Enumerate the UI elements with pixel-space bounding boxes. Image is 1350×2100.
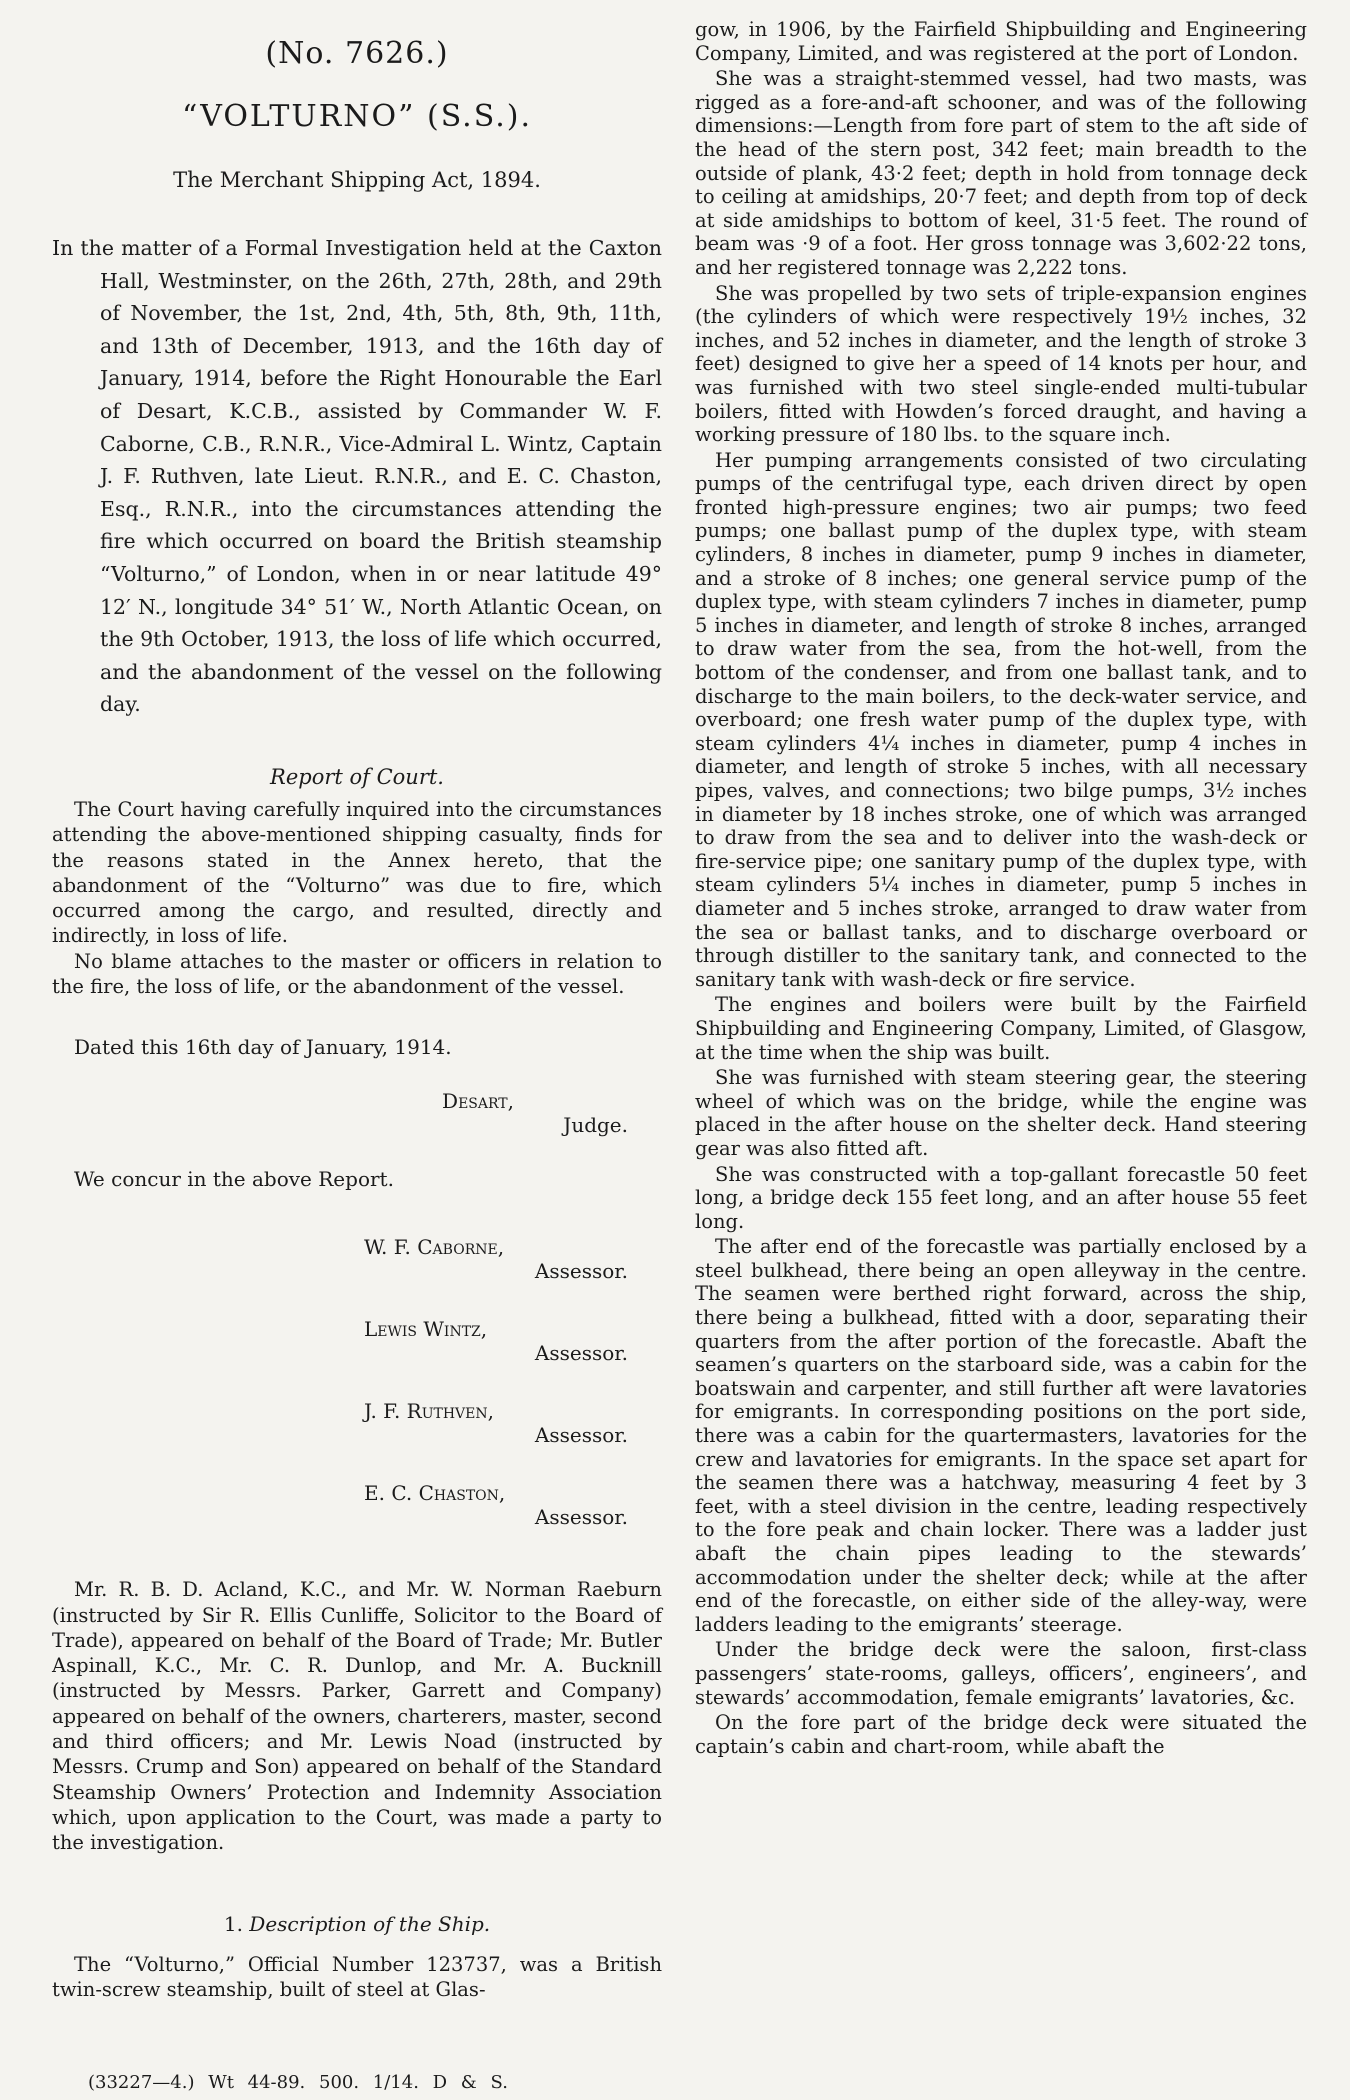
assessor-name: E. C. Chaston, xyxy=(364,1481,506,1506)
report-paragraph: The Court having carefully inquired into the circumstances attending the above-mentioned shipping casualty, finds for the reasons stated in the Annex hereto, that the abandonment of the “Volturno” was due to fire, which occurred among the cargo, and resulted, directly and indirectly, in loss of life. xyxy=(52,797,662,948)
right-paragraph: Her pumping arrangements consisted of two circulating pumps of the centrifugal type, each driven direct by open fronted high-pressure engines; two air pumps; two feed pumps; one ballast pump of the duplex type, with steam cylinders, 8 inches in diameter, pump 9 inches in diameter, and a stroke of 8 inches; one general service pump of the duplex type, with steam cylinders 7 inches in diameter, pump 5 inches in diameter, and length of stroke 8 inches, arranged to draw water from the sea, from the hot-well, from the bottom of the condenser, and from one ballast tank, and to discharge to the main boilers, to the deck-water service, and overboard; one fresh water pump of the duplex type, with steam cylinders 4¼ inches in diameter, pump 4 inches in diameter, and length of stroke 5 inches, with all necessary pipes, valves, and connections; two bilge pumps, 3½ inches in diameter by 18 inches stroke, one of which was arranged to draw from the sea and to deliver into the wash-deck or fire-service pipe; one sanitary pump of the duplex type, with steam cylinders 5¼ inches in diameter, pump 5 inches in diameter and 5 inches stroke, arranged to draw water from the sea or ballast tanks, and to discharge overboard or through distiller to the sanitary tank, and connected to the sanitary tank with wash-deck or fire service. xyxy=(695,448,1307,991)
judge-name: Desart, xyxy=(442,1089,514,1114)
right-paragraph: She was constructed with a top-gallant forecastle 50 feet long, a bridge deck 155 feet long, and an after house 55 feet long. xyxy=(695,1162,1307,1233)
concur-line: We concur in the above Report. xyxy=(74,1167,394,1192)
right-paragraph: She was a straight-stemmed vessel, had two masts, was rigged as a fore-and-aft schooner, and was of the following dimensions:—Length from fore part of stem to the aft side of the head of the stern post, 342 feet; main breadth to the outside of plank, 43·2 feet; depth in hold from tonnage deck to ceiling at amidships, 20·7 feet; and depth from top of deck at side amidships to bottom of keel, 31·5 feet. The round of beam was ·9 of a foot. Her gross tonnage was 3,602·22 tons, and her registered tonnage was 2,222 tons. xyxy=(695,67,1307,279)
report-heading: Report of Court. xyxy=(270,764,444,789)
section-heading xyxy=(52,1912,662,1936)
assessor-signature xyxy=(52,1317,662,1365)
assessor-role: Assessor. xyxy=(534,1259,628,1284)
left-column xyxy=(52,32,662,2002)
right-paragraph: Under the bridge deck were the saloon, first-class passengers’ state-rooms, galleys, officers’, engineers’, and stewards’ accommodation, female emigrants’ lavatories, &c. xyxy=(695,1638,1307,1709)
act-title: The Merchant Shipping Act, 1894. xyxy=(173,168,541,192)
right-paragraph: The engines and boilers were built by the Fairfield Shipbuilding and Engineering Company, Limited, of Glasgow, at the time when the ship was built. xyxy=(695,993,1307,1064)
assessor-name: J. F. Ruthven, xyxy=(364,1399,494,1424)
assessor-role: Assessor. xyxy=(534,1423,628,1448)
report-paragraph: No blame attaches to the master or officers in relation to the fire, the loss of life, or the abandonment of the vessel. xyxy=(52,949,662,998)
right-paragraph: On the fore part of the bridge deck were situated the captain’s cabin and chart-room, while abaft the xyxy=(695,1711,1307,1758)
ship-title: “VOLTURNO” (S.S.). xyxy=(182,99,532,134)
section-number: 1. xyxy=(223,1911,243,1936)
appearances-paragraph: Mr. R. B. D. Acland, K.C., and Mr. W. Norman Raeburn (instructed by Sir R. Ellis Cunliffe, Solicitor to the Board of Trade), appeared on behalf of the Board of Trade; Mr. Butler Aspinall, K.C., Mr. C. R. Dunlop, and Mr. A. Bucknill (instructed by Messrs. Parker, Garrett and Company) appeared on behalf of the owners, charterers, master, second and third officers; and Mr. Lewis Noad (instructed by Messrs. Crump and Son) appeared on behalf of the Standard Steamship Owners’ Protection and Indemnity Association which, upon application to the Court, was made a party to the investigation. xyxy=(52,1578,662,1855)
assessor-signature xyxy=(52,1235,662,1283)
assessor-role: Assessor. xyxy=(534,1341,628,1366)
right-paragraph: She was furnished with steam steering gear, the steering wheel of which was on the bridge, while the engine was placed in the after house on the shelter deck. Hand steering gear was also fitted aft. xyxy=(695,1066,1307,1160)
assessor-name: W. F. Caborne, xyxy=(364,1235,505,1260)
matter-paragraph: In the matter of a Formal Investigation held at the Caxton Hall, Westminster, on the 26th, 27th, 28th, and 29th of November, the 1st, 2nd, 4th, 5th, 8th, 9th, 11th, and 13th of December, 1913, and the 16th day of January, 1914, before the Right Honourable the Earl of Desart, K.C.B., assisted by Commander W. F. Caborne, C.B., R.N.R., Vice-Admiral L. Wintz, Captain J. F. Ruthven, late Lieut. R.N.R., and E. C. Chaston, Esq., R.N.R., into the circumstances attending the fire which occurred on board the British steamship “Volturno,” of London, when in or near latitude 49° 12′ N., longitude 34° 51′ W., North Atlantic Ocean, on the 9th October, 1913, the loss of life which occurred, and the abandonment of the vessel on the following day. xyxy=(52,236,662,717)
document-number: (No. 7626.) xyxy=(265,36,449,71)
assessor-signature xyxy=(52,1399,662,1447)
print-footer: (33227—4.) Wt 44-89. 500. 1/14. D & S. xyxy=(88,2072,508,2093)
judge-role: Judge. xyxy=(563,1113,628,1138)
right-paragraph: She was propelled by two sets of triple-expansion engines (the cylinders of which were respectively 19½ inches, 32 inches, and 52 inches in diameter, and the length of stroke 3 feet) designed to give her a speed of 14 knots per hour, and was furnished with two steel single-ended multi-tubular boilers, fitted with Howden’s forced draught, and having a working pressure of 180 lbs. to the square inch. xyxy=(695,281,1307,447)
assessor-name: Lewis Wintz, xyxy=(364,1317,488,1342)
assessor-role: Assessor. xyxy=(534,1505,628,1530)
right-paragraph: gow, in 1906, by the Fairfield Shipbuilding and Engineering Company, Limited, and was registered at the port of London. xyxy=(695,18,1307,65)
judge-signature xyxy=(52,1089,662,1137)
section-intro: The “Volturno,” Official Number 123737, was a British twin-screw steamship, built of steel at Glas- xyxy=(52,1952,662,2001)
assessor-signature xyxy=(52,1481,662,1529)
right-column xyxy=(695,18,1307,1760)
right-paragraph: The after end of the forecastle was partially enclosed by a steel bulkhead, there being an open alleyway in the centre. The seamen were berthed right forward, across the ship, there being a bulkhead, fitted with a door, separating their quarters from the after portion of the forecastle. Abaft the seamen’s quarters on the starboard side, was a cabin for the boatswain and carpenter, and still further aft were lavatories for emigrants. In corresponding positions on the port side, there was a cabin for the quartermasters, lavatories for the crew and lavatories for emigrants. In the space set apart for the seamen there was a hatchway, measuring 4 feet by 3 feet, with a steel division in the centre, leading respectively to the fore peak and chain locker. There was a ladder just abaft the chain pipes leading to the stewards’ accommodation under the shelter deck; while at the after end of the forecastle, on either side of the alley-way, were ladders leading to the emigrants’ steerage. xyxy=(695,1235,1307,1636)
section-title: Description of the Ship. xyxy=(249,1911,491,1936)
dated-line: Dated this 16th day of January, 1914. xyxy=(74,1035,452,1060)
